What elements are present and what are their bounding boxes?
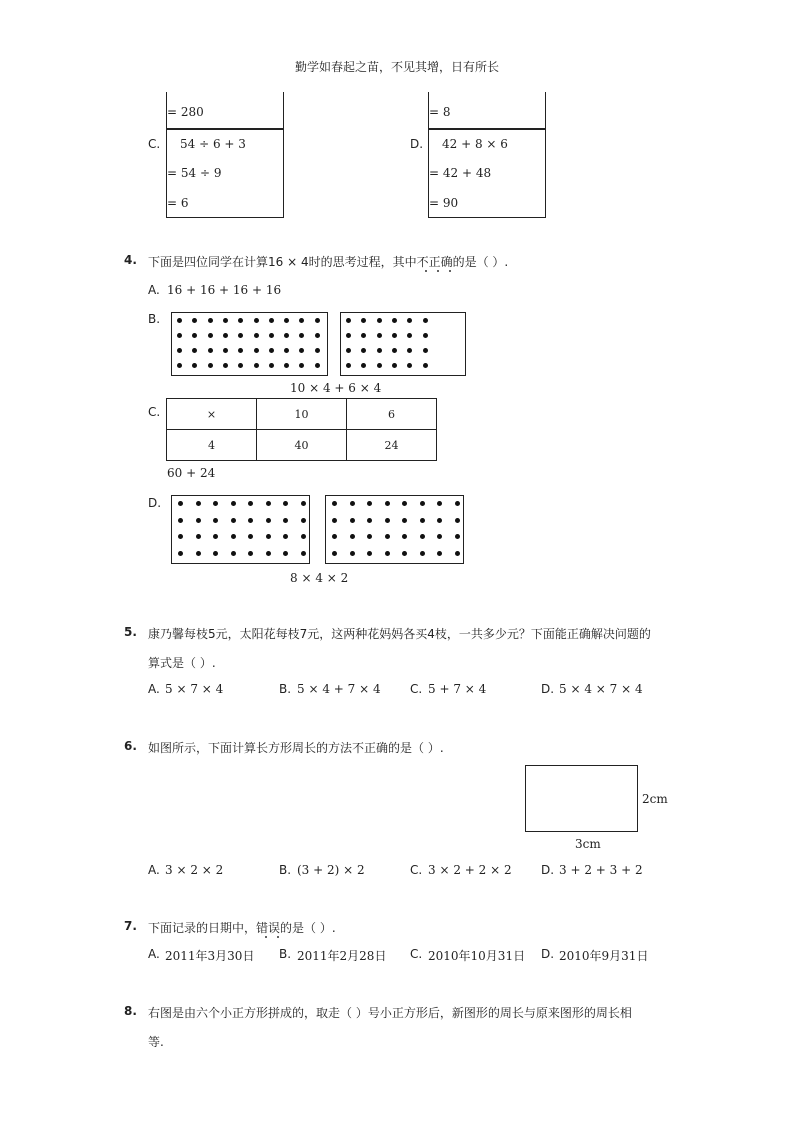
multiplication-grid (166, 398, 437, 461)
option-label: D. (410, 137, 424, 151)
option-expression: 3 × 2 × 2 (165, 863, 224, 877)
option-label: C. (148, 137, 161, 151)
dot (332, 518, 337, 523)
calc-line: = 280 (167, 105, 204, 119)
option-label: A. (148, 863, 160, 877)
option-label: D. (541, 863, 555, 877)
question-text: 算式是（ ）. (148, 656, 216, 670)
dot (238, 348, 243, 353)
dot (269, 318, 274, 323)
question-number: 6. (124, 739, 137, 753)
dot (402, 518, 407, 523)
dot (248, 551, 253, 556)
option-label: A. (148, 283, 160, 297)
dot (361, 348, 366, 353)
option-label: A. (148, 682, 160, 696)
dot (299, 318, 304, 323)
option-expression: 5 × 4 + 7 × 4 (297, 682, 381, 696)
option-expression: 3 × 2 + 2 × 2 (428, 863, 512, 877)
dot (177, 363, 182, 368)
dot (177, 348, 182, 353)
dot (223, 333, 228, 338)
dot (223, 318, 228, 323)
option-label: D. (148, 496, 162, 510)
dot (301, 501, 306, 506)
dot (266, 551, 271, 556)
page-header-motto: 勤学如春起之苗，不见其增，日有所长 (294, 60, 499, 74)
question-text: 康乃馨每枝5元，太阳花每枝7元，这两种花妈妈各买4枝，一共多少元？下面能正确解决问题的 (148, 627, 651, 641)
dot (208, 318, 213, 323)
dot (178, 534, 183, 539)
dot (367, 518, 372, 523)
emphasis-dot (425, 270, 427, 272)
question-text: 下面记录的日期中，错误的是（ ）. (148, 921, 336, 935)
dot (283, 534, 288, 539)
grid-cell: 10 (257, 399, 347, 430)
dot (192, 363, 197, 368)
dot-array-10x4 (171, 312, 328, 376)
dot (238, 333, 243, 338)
dot (407, 318, 412, 323)
box-divider (166, 128, 284, 130)
option-expression: 5 × 7 × 4 (165, 682, 224, 696)
dot (377, 363, 382, 368)
rectangle-width-label: 3cm (575, 837, 601, 851)
dot (254, 333, 259, 338)
dot (254, 348, 259, 353)
dot-array-6x4 (340, 312, 466, 376)
dot (437, 501, 442, 506)
dot (283, 501, 288, 506)
dot (385, 501, 390, 506)
dot (266, 534, 271, 539)
dot (301, 534, 306, 539)
dot (248, 518, 253, 523)
dot (407, 348, 412, 353)
calc-line: 42 + 8 × 6 (442, 137, 508, 151)
dot (231, 551, 236, 556)
rectangle-figure (525, 765, 638, 832)
dot (213, 534, 218, 539)
dot (192, 348, 197, 353)
dot (361, 333, 366, 338)
option-label: C. (410, 863, 423, 877)
dot (301, 518, 306, 523)
grid-cell: 24 (347, 430, 437, 461)
dot (177, 318, 182, 323)
box-right-border (283, 92, 284, 218)
grid-cell: 4 (167, 430, 257, 461)
option-label: C. (148, 405, 161, 419)
dot (423, 348, 428, 353)
grid-cell: 6 (347, 399, 437, 430)
option-label: B. (148, 312, 161, 326)
dot (266, 518, 271, 523)
dot (269, 333, 274, 338)
calc-line: = 42 + 48 (429, 166, 492, 180)
calc-line: = 6 (167, 196, 189, 210)
dot (269, 363, 274, 368)
option-label: B. (279, 682, 292, 696)
dot (437, 534, 442, 539)
option-expression: 2010年10月31日 (428, 949, 526, 963)
dot (178, 551, 183, 556)
rectangle-height-label: 2cm (642, 792, 668, 806)
option-expression: 2011年2月28日 (297, 949, 387, 963)
dot (301, 551, 306, 556)
dot (332, 534, 337, 539)
question-text: 等. (148, 1035, 164, 1049)
question-number: 5. (124, 625, 137, 639)
dot (231, 501, 236, 506)
dot (385, 518, 390, 523)
dot (392, 318, 397, 323)
dot (346, 363, 351, 368)
dot (196, 518, 201, 523)
dot (346, 318, 351, 323)
question-number: 4. (124, 253, 137, 267)
dot (402, 551, 407, 556)
dot (192, 333, 197, 338)
dot (299, 348, 304, 353)
dot (392, 333, 397, 338)
dot (377, 333, 382, 338)
dot (315, 348, 320, 353)
dot (208, 333, 213, 338)
dot (367, 551, 372, 556)
question-text: 右图是由六个小正方形拼成的，取走（ ）号小正方形后，新图形的周长与原来图形的周长相 (148, 1006, 632, 1020)
dot (284, 333, 289, 338)
question-number: 8. (124, 1004, 137, 1018)
dot (332, 551, 337, 556)
dot (407, 333, 412, 338)
dot (455, 534, 460, 539)
dot (213, 518, 218, 523)
dot (283, 518, 288, 523)
dot (196, 551, 201, 556)
figure-caption: 60 + 24 (167, 466, 216, 480)
dot (299, 363, 304, 368)
option-expression: 5 + 7 × 4 (428, 682, 487, 696)
dot (455, 518, 460, 523)
dot (238, 363, 243, 368)
dot (254, 363, 259, 368)
dot (315, 333, 320, 338)
dot (315, 318, 320, 323)
dot (350, 518, 355, 523)
dot (350, 551, 355, 556)
dot (223, 363, 228, 368)
box-right-border (545, 92, 546, 218)
option-label: B. (279, 947, 292, 961)
dot (248, 534, 253, 539)
dot (420, 501, 425, 506)
dot (423, 318, 428, 323)
dot (208, 348, 213, 353)
dot (420, 551, 425, 556)
option-expression: 2010年9月31日 (559, 949, 649, 963)
dot (367, 534, 372, 539)
box-bottom-border (166, 217, 284, 218)
dot (208, 363, 213, 368)
dot (332, 501, 337, 506)
option-expression: 5 × 4 × 7 × 4 (559, 682, 643, 696)
dot (361, 363, 366, 368)
emphasis-dot (437, 270, 439, 272)
option-label: C. (410, 947, 423, 961)
box-divider (428, 128, 546, 130)
dot (284, 348, 289, 353)
calc-line: 54 ÷ 6 + 3 (180, 137, 246, 151)
dot (266, 501, 271, 506)
dot-array-8x4 (325, 495, 464, 564)
dot (346, 348, 351, 353)
dot (385, 551, 390, 556)
dot (385, 534, 390, 539)
dot (420, 534, 425, 539)
dot (231, 518, 236, 523)
option-expression: 3 + 2 + 3 + 2 (559, 863, 643, 877)
question-text: 如图所示，下面计算长方形周长的方法不正确的是（ ）. (148, 741, 444, 755)
dot (346, 333, 351, 338)
emphasis-dot (449, 270, 451, 272)
dot (377, 348, 382, 353)
dot (392, 348, 397, 353)
dot (283, 551, 288, 556)
dot (367, 501, 372, 506)
dot (455, 551, 460, 556)
emphasis-dot (277, 936, 279, 938)
dot (196, 534, 201, 539)
dot (213, 501, 218, 506)
dot (407, 363, 412, 368)
dot (402, 534, 407, 539)
dot (284, 318, 289, 323)
dot (350, 501, 355, 506)
dot (437, 518, 442, 523)
dot (178, 501, 183, 506)
option-label: D. (541, 682, 555, 696)
dot (402, 501, 407, 506)
option-expression: 16 + 16 + 16 + 16 (167, 283, 282, 297)
dot-array-8x4 (171, 495, 310, 564)
dot (254, 318, 259, 323)
dot (361, 318, 366, 323)
option-expression: 2011年3月30日 (165, 949, 255, 963)
calc-line: = 8 (429, 105, 451, 119)
calc-line: = 54 ÷ 9 (167, 166, 222, 180)
figure-caption: 10 × 4 + 6 × 4 (290, 381, 382, 395)
figure-caption: 8 × 4 × 2 (290, 571, 349, 585)
dot (177, 333, 182, 338)
dot (437, 551, 442, 556)
dot (248, 501, 253, 506)
dot (196, 501, 201, 506)
dot (423, 363, 428, 368)
grid-cell: 40 (257, 430, 347, 461)
dot (420, 518, 425, 523)
option-expression: (3 + 2) × 2 (297, 863, 365, 877)
grid-cell: × (167, 399, 257, 430)
dot (350, 534, 355, 539)
option-label: B. (279, 863, 292, 877)
dot (223, 348, 228, 353)
calc-line: = 90 (429, 196, 459, 210)
option-label: C. (410, 682, 423, 696)
dot (377, 318, 382, 323)
dot (299, 333, 304, 338)
dot (455, 501, 460, 506)
dot (315, 363, 320, 368)
dot (392, 363, 397, 368)
option-label: A. (148, 947, 160, 961)
dot (269, 348, 274, 353)
dot (178, 518, 183, 523)
dot (284, 363, 289, 368)
question-text: 下面是四位同学在计算16 × 4时的思考过程，其中不正确的是（ ）. (148, 255, 509, 269)
dot (238, 318, 243, 323)
dot (423, 333, 428, 338)
emphasis-dot (265, 936, 267, 938)
dot (192, 318, 197, 323)
dot (213, 551, 218, 556)
option-label: D. (541, 947, 555, 961)
dot (231, 534, 236, 539)
box-bottom-border (428, 217, 546, 218)
question-number: 7. (124, 919, 137, 933)
